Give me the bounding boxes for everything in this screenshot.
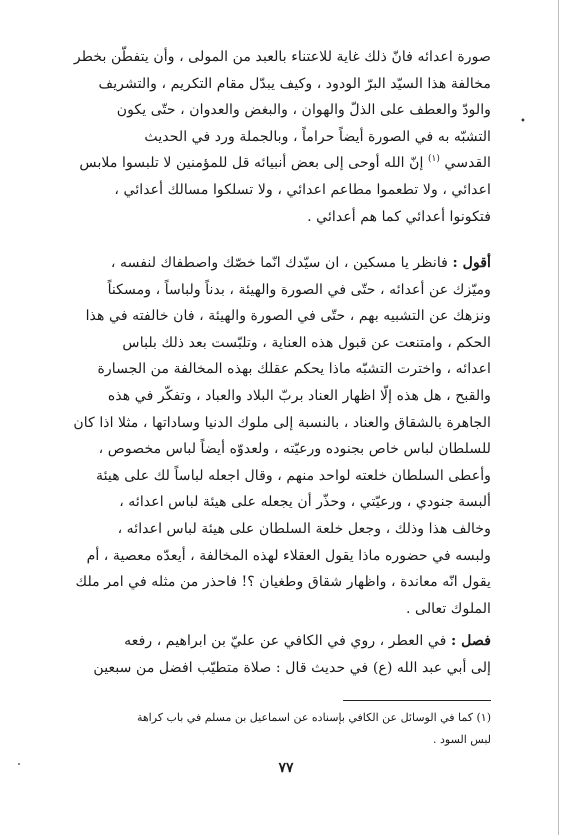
text-line-14: الجاهرة بالشقاق والعناد ، بالنسبة إلى ملوك الدنيا وساداتها ، مثلا اذا كان: [73, 414, 491, 431]
text-line-9: وميّزك عن أعدائه ، حتّى في الصورة والهيئة ، بدناً ولباساً ، ومسكناً: [107, 281, 491, 298]
text-line-22: [80, 628, 491, 655]
text-line-3: والودّ والعطف على الذلّ والهوان ، والبغض والعدوان ، حتّى يكون: [116, 102, 491, 119]
text-line-11: الحكم ، وامتنعت عن قبول هذه العناية ، وتلبّست بعد ذلك بلباس: [122, 334, 491, 351]
footnote-line-1: (١) كما في الوسائل عن الكافي بإسناده عن اسماعيل بن مسلم في باب كراهة: [136, 711, 491, 724]
text-line-13: والقبح ، هل هذه إلّا اظهار العناد بربّ البلاد والعباد ، وتفكّر في هذه: [107, 387, 491, 404]
text-line-22-rest: في العطر ، روي في الكافي عن عليّ بن ابراهيم ، رفعه: [124, 633, 451, 649]
text-line-6: اعدائي ، ولا تطعموا مطاعم اعدائي ، ولا تسلكوا مسالك أعدائي ،: [114, 181, 491, 198]
margin-mark: •: [520, 116, 526, 127]
page-edge-line: [558, 0, 559, 835]
body-text-part-2: [73, 250, 491, 622]
text-line-1: صورة اعدائه فانّ ذلك غاية للاعتناء بالعبد من المولى ، وأن يتفطّن بخطر: [73, 49, 491, 65]
text-line-2: مخالفة هذا السيّد البرّ الودود ، وكيف يبدّل مقام التكريم ، والتشريف: [98, 75, 491, 92]
text-line-4: التشبّه به في الصورة أيضاً حراماً ، وبالجملة ورد في الحديث: [144, 128, 491, 145]
text-line-18: وخالف هذا وذلك ، وجعل خلعة السلطان على هيئة لباس اعدائه ،: [117, 520, 491, 537]
text-line-23: إلى أبي عبد الله (ع) في حديث قال : صلاة متطيّب افضل من سبعين: [93, 659, 491, 676]
text-line-8-rest: فانظر يا مسكين ، ان سيّدك انّما خصّك واصطفاك لنفسه ،: [110, 255, 453, 271]
text-line-20: يقول انّه معاندة ، واظهار شقاق وطغيان ؟! فاحذر من مثله في امر ملك: [75, 574, 491, 591]
text-line-16: وأعطى السلطان خلعته لواحد منهم ، وقال اجعله لباساً لك على هيئة: [96, 467, 491, 484]
text-line-15: للسلطان لباس خاص بجنوده ورعيّته ، ولعدوّه أيضاً لباس مخصوص ،: [98, 441, 491, 458]
page-number: ٧٧: [278, 760, 294, 776]
text-line-19: ولبسه في حضوره ماذا يقول العقلاء لهذه المخالفة ، أيعدّه معصية ، أم: [86, 547, 491, 564]
text-line-12: اعدائه ، واخترت التشبّه ماذا يحكم عقلك بهذه المخالفة من الجسارة: [97, 361, 491, 378]
text-line-10: ونزهك عن التشبيه بهم ، حتّى في الصورة والهيئة ، فان خالفته في هذا: [85, 308, 491, 325]
text-line-7: فتكونوا أعدائي كما هم أعدائي .: [307, 208, 491, 225]
paragraph-lead-aqool: أقول :: [452, 255, 491, 271]
body-text-part-3: [80, 628, 491, 681]
text-line-21: الملوك تعالى .: [406, 600, 491, 617]
text-line-5-end: إنّ الله أوحى إلى بعض أنبيائه قل للمؤمنين لا تلبسوا ملابس: [79, 155, 428, 172]
text-line-5-start: القدسي: [444, 155, 491, 172]
text-line-5: [80, 150, 491, 177]
body-text-part-1: [73, 44, 491, 230]
section-lead-fasl: فصل :: [450, 633, 491, 649]
scan-dot: [18, 763, 20, 765]
footnote: [136, 707, 491, 751]
text-line-17: ألبسة جنودي ، ورعيّتي ، وحذّر أن يجعله على هيئة لباس اعدائه ،: [119, 494, 491, 511]
footnote-line-2: لبس السود .: [433, 733, 491, 746]
footnote-reference: (١): [428, 154, 440, 165]
text-line-8: [80, 250, 491, 277]
footnote-divider: [343, 700, 491, 701]
